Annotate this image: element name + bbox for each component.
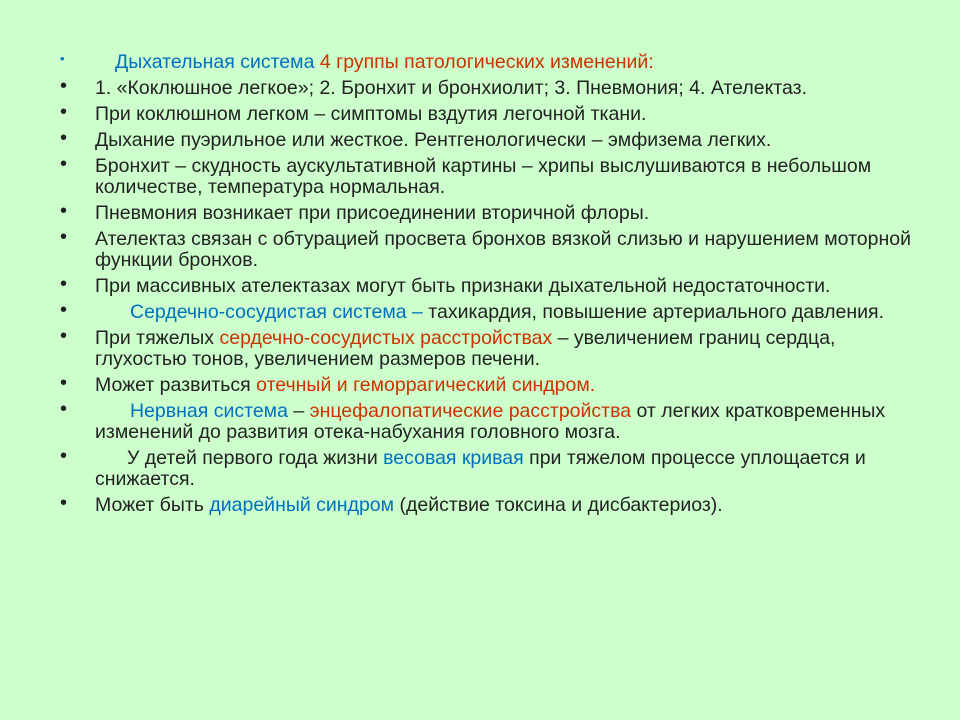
text-run: Ателектаз связан с обтурацией просвета бронхов вязкой слизью и нарушением моторной функции бронхов. <box>95 228 912 271</box>
bullet-icon: • <box>60 75 68 97</box>
text-run: У детей первого года жизни <box>127 447 384 469</box>
text-run: сердечно-сосудистых расстройствах <box>219 327 553 349</box>
list-item <box>60 226 920 271</box>
item-text <box>95 276 920 297</box>
bullet-icon: • <box>60 200 68 222</box>
text-run: 1. «Коклюшное легкое»; 2. Бронхит и бронхиолит; 3. Пневмония; 4. Ателектаз. <box>95 77 808 99</box>
list-item <box>60 299 920 323</box>
bullet-icon: • <box>60 101 68 123</box>
item-text <box>95 104 920 125</box>
list-item <box>60 75 920 99</box>
bullet-icon: • <box>60 492 68 514</box>
item-text <box>95 302 920 323</box>
text-run: При массивных ателектазах могут быть признаки дыхательной недостаточности. <box>95 275 831 297</box>
item-text <box>95 328 920 370</box>
text-run: отечный и геморрагический синдром. <box>256 374 596 396</box>
bullet-icon: • <box>60 372 68 394</box>
bullet-icon: • <box>60 325 68 347</box>
text-run: – <box>287 400 310 422</box>
item-text <box>95 375 920 396</box>
item-text <box>95 78 920 99</box>
text-run: – увеличением границ сердца, глухостью тонов, увеличением размеров печени. <box>95 327 836 370</box>
item-text <box>95 203 920 224</box>
text-run: весовая кривая <box>383 447 524 469</box>
item-text <box>95 229 920 271</box>
list-item <box>60 200 920 224</box>
bullet-icon: • <box>60 127 68 149</box>
text-run: Сердечно-сосудистая система – <box>130 301 423 323</box>
text-run: диарейный синдром <box>209 494 395 516</box>
list-item <box>60 153 920 198</box>
list-item <box>60 398 920 443</box>
text-run: при тяжелом процессе уплощается и снижается. <box>95 447 866 490</box>
item-text <box>95 52 920 73</box>
list-item <box>60 127 920 151</box>
text-run: Может развиться <box>95 374 257 396</box>
bullet-icon: • <box>60 51 65 66</box>
list-item <box>60 52 920 73</box>
item-text <box>95 495 920 516</box>
list-item <box>60 372 920 396</box>
text-run: от легких кратковременных изменений до развития отека-набухания головного мозга. <box>95 400 886 443</box>
bullet-icon: • <box>60 299 68 321</box>
list-item <box>60 273 920 297</box>
list-item <box>60 325 920 370</box>
text-run: Нервная система <box>130 400 288 422</box>
bullet-icon: • <box>60 153 68 175</box>
list-item <box>60 445 920 490</box>
text-run: При коклюшном легком – симптомы вздутия легочной ткани. <box>95 103 647 125</box>
bullet-list <box>60 52 920 521</box>
text-run: Пневмония возникает при присоединении вторичной флоры. <box>95 202 650 224</box>
text-run: (действие токсина и дисбактериоз). <box>394 494 723 516</box>
item-text <box>95 401 920 443</box>
text-run: энцефалопатические расстройства <box>309 400 632 422</box>
bullet-icon: • <box>60 226 68 248</box>
text-run: 4 группы патологических изменений: <box>319 51 654 73</box>
text-run: Дыхательная система <box>115 51 315 73</box>
item-text <box>95 448 920 490</box>
item-text <box>95 130 920 151</box>
item-text <box>95 156 920 198</box>
list-item <box>60 101 920 125</box>
text-run: Может быть <box>95 494 210 516</box>
text-run: При тяжелых <box>95 327 220 349</box>
bullet-icon: • <box>60 398 68 420</box>
text-run: Дыхание пуэрильное или жесткое. Рентгенологически – эмфизема легких. <box>95 129 772 151</box>
text-run: тахикардия, повышение артериального давления. <box>422 301 885 323</box>
bullet-icon: • <box>60 273 68 295</box>
bullet-icon: • <box>60 445 68 467</box>
list-item <box>60 492 920 516</box>
text-run: Бронхит – скудность аускультативной картины – хрипы выслушиваются в небольшом количестве, температура нормальная. <box>95 155 872 198</box>
